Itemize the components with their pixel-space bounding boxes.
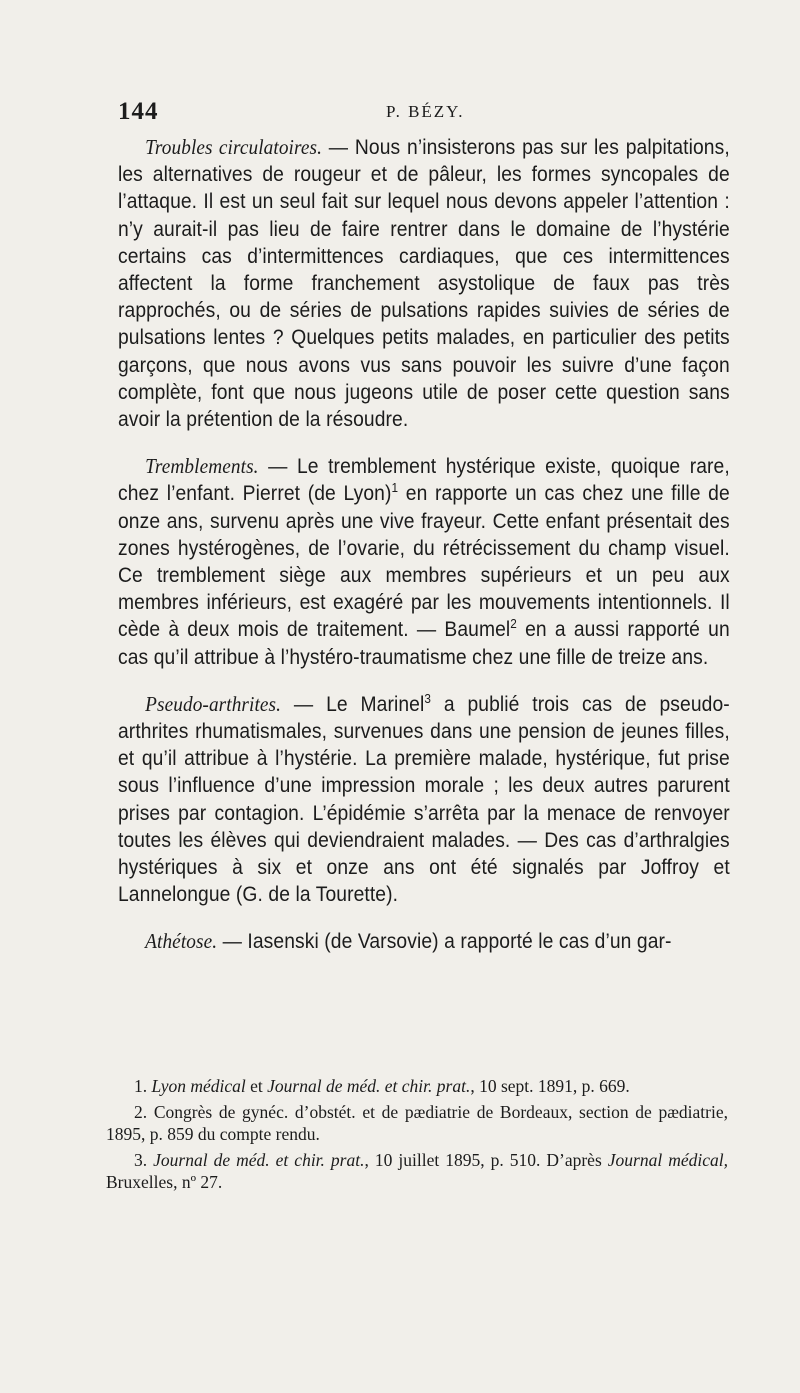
footnote-text: Congrès de gynéc. d’obstét. et de pædiatrie de Bordeaux, section de pædiatrie, 1895, p. 859 du compte rendu. bbox=[106, 1102, 728, 1144]
section-heading: Tremblements. bbox=[145, 454, 259, 479]
footnote-journal: Journal de méd. et chir. prat. bbox=[153, 1150, 365, 1170]
paragraph-text: en rapporte un cas chez une fille de onze ans, survenu après une vive frayeur. Cette enfant présentait des zones hystérogènes, de l’ovarie, du rétrécissement du champ visuel. Ce tremblement siège aux membres supérieurs et un peu aux membres inférieurs, est exagéré par les mouvements intentionnels. Il cède à deux mois de traitement. — Baumel bbox=[118, 481, 730, 642]
footnote-number: 3. bbox=[134, 1150, 148, 1170]
paragraph-text: — Iasenski (de Varsovie) a rapporté le cas d’un gar- bbox=[217, 929, 672, 954]
paragraph-text: en a aussi rapporté un cas qu’il attribue à l’hystéro-traumatisme chez une fille de treize ans. bbox=[118, 617, 730, 669]
footnote-journal: Journal médical, bbox=[607, 1150, 729, 1170]
page-header bbox=[118, 98, 730, 128]
footnote-2 bbox=[106, 1101, 728, 1145]
paragraph-troubles-circulatoires bbox=[118, 134, 730, 433]
footnotes bbox=[106, 1075, 728, 1197]
paragraph-pseudo-arthrites bbox=[118, 691, 730, 909]
footnote-3 bbox=[106, 1149, 728, 1193]
paragraph-text: a publié trois cas de pseudo-arthrites rhumatismales, survenues dans une pension de jeunes filles, et qu’il attribue à l’hystérie. La première malade, hystérique, fut prise sous l’influence d’une impression morale ; les deux autres parurent prises par contagion. L’épidémie s’arrêta par la menace de renvoyer toutes les élèves qui deviendraient malades. — Des cas d’arthralgies hystériques à six et onze ans ont été signalés par Joffroy et Lannelongue (G. de la Tourette). bbox=[118, 691, 730, 907]
page-number: 144 bbox=[118, 98, 159, 125]
footnote-ref: 3 bbox=[424, 690, 432, 706]
body-text bbox=[118, 134, 730, 956]
section-heading: Athétose. bbox=[145, 929, 218, 954]
footnote-text: , 10 juillet 1895, p. 510. D’après bbox=[364, 1150, 608, 1170]
footnote-ref: 2 bbox=[510, 616, 517, 632]
footnote-1 bbox=[106, 1075, 728, 1097]
footnote-number: 2. bbox=[134, 1102, 148, 1122]
footnote-text: Bruxelles, nº 27. bbox=[106, 1172, 223, 1192]
footnote-journal: Lyon médical bbox=[151, 1076, 246, 1096]
footnote-number: 1. bbox=[134, 1076, 148, 1096]
footnote-ref: 1 bbox=[391, 480, 399, 496]
section-heading: Pseudo-arthrites. bbox=[145, 691, 282, 716]
paragraph-text: — Le Marinel bbox=[281, 691, 425, 716]
paragraph-text: — Nous n’insisterons pas sur les palpitations, les alternatives de rougeur et de pâleur, les formes syncopales de l’attaque. Il est un seul fait sur lequel nous devons appeler l’attention : n’y aurait-il pas lieu de faire rentrer dans le domaine de l’hystérie certains cas d’intermittences cardiaques, que ces intermittences affectent la forme franchement asystolique de faux pas très rapprochés, ou de séries de pulsations rapides suivies de séries de pulsations lentes ? Quelques petits malades, en particulier des petits garçons, que nous avons vus sans pouvoir les suivre d’une façon complète, font que nous jugeons utile de poser cette question sans avoir la prétention de la résoudre. bbox=[118, 135, 730, 432]
footnote-journal: Journal de méd. et chir. prat. bbox=[267, 1076, 471, 1096]
paragraph-athetose bbox=[118, 928, 730, 955]
section-heading: Troubles circulatoires. bbox=[145, 135, 323, 159]
footnote-text: et bbox=[245, 1076, 268, 1096]
paragraph-tremblements bbox=[118, 453, 730, 671]
paragraph-text: — Le tremblement hystérique existe, quoique rare, chez l’enfant. Pierret (de Lyon) bbox=[118, 454, 730, 506]
running-head: P. BÉZY. bbox=[386, 102, 465, 121]
footnote-text: , 10 sept. 1891, p. 669. bbox=[470, 1076, 630, 1096]
